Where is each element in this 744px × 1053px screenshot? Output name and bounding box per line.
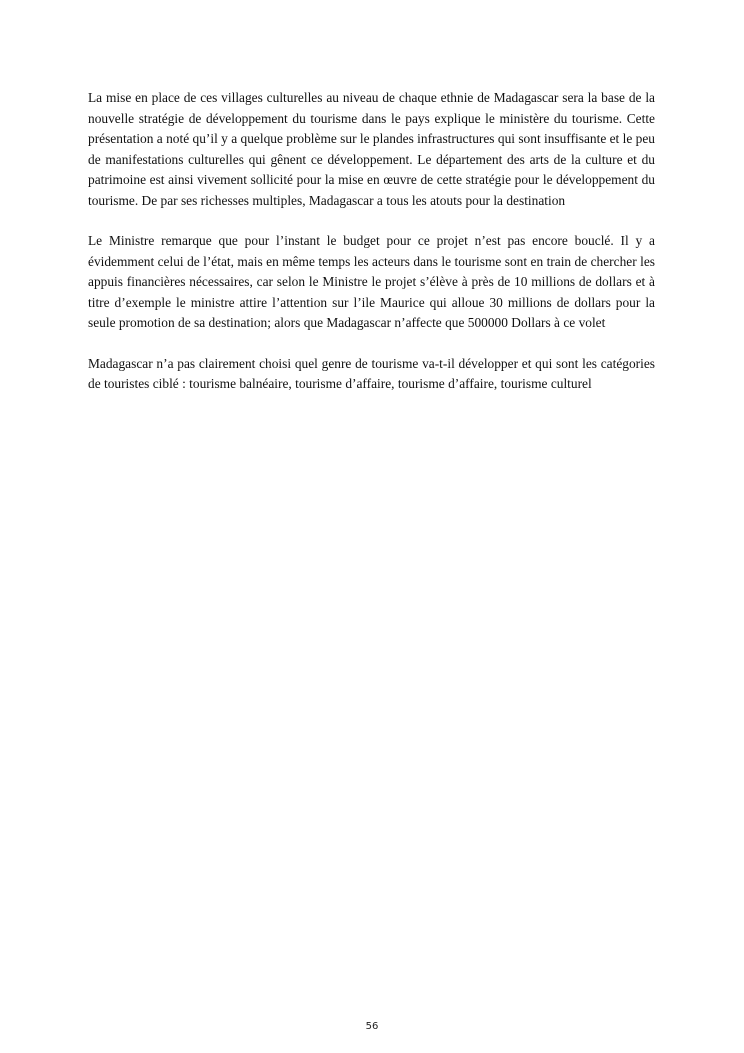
paragraph-budget: Le Ministre remarque que pour l’instant le budget pour ce projet n’est pas encore bouclé. Il y a évidemment celui de l’état, mais en même temps les acteurs dans le tourisme sont en train de chercher les appuis financières nécessaires, car selon le Ministre le projet s’élève à près de 10 millions de dollars et à titre d’exemple le ministre attire l’attention sur l’ile Maurice qui alloue 30 millions de dollars pour la seule promotion de sa destination; alors que Madagascar n’affecte que 500000 Dollars à ce volet	[88, 233, 655, 330]
paragraph-tourism-type: Madagascar n’a pas clairement choisi quel genre de tourisme va-t-il développer et qui sont les catégories de touristes ciblé : tourisme balnéaire, tourisme d’affaire, tourisme d’affaire, tourisme culturel	[88, 355, 655, 391]
document-body	[88, 88, 655, 415]
paragraph-village-strategy: La mise en place de ces villages culturelles au niveau de chaque ethnie de Madagascar sera la base de la nouvelle stratégie de développement du tourisme dans le pays explique le ministère du tourisme. Cette présentation a noté qu’il y a quelque problème sur le plandes infrastructures qui sont insuffisante et le peu de manifestations culturelles qui gênent ce développement. Le département des arts de la culture et du patrimoine est ainsi vivement sollicité pour la mise en œuvre de cette stratégie pour le développement du tourisme. De par ses richesses multiples, Madagascar a tous les atouts pour la destination	[88, 90, 655, 208]
page-number: 56	[365, 1021, 379, 1032]
